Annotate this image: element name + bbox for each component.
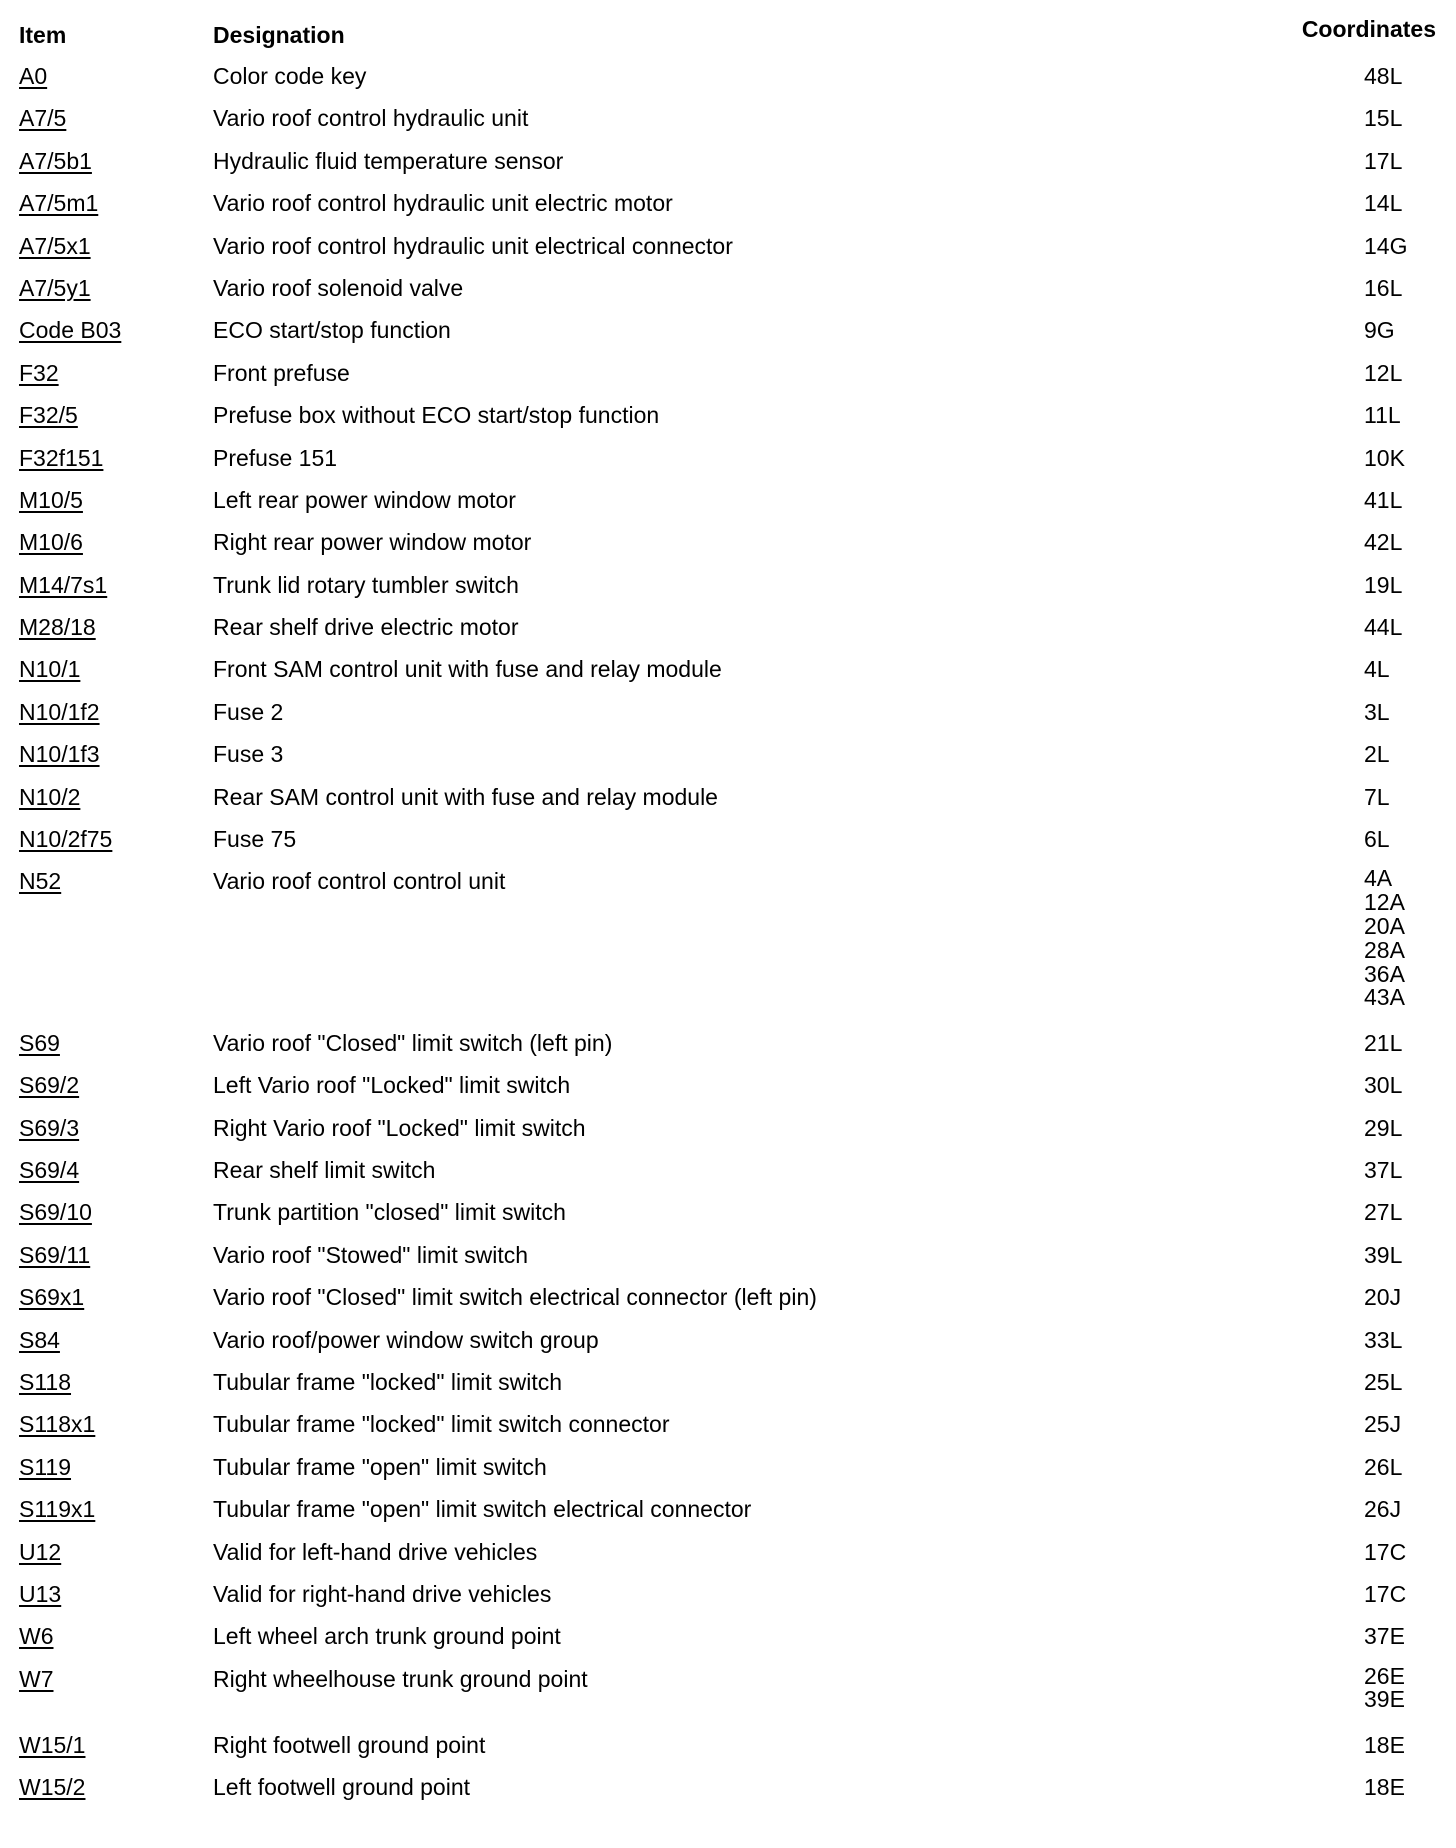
coordinates-cell — [1364, 740, 1390, 768]
coordinate-value: 19L — [1364, 571, 1403, 598]
coordinate-value: 41L — [1364, 486, 1403, 513]
coordinate-value: 4A — [1364, 865, 1393, 892]
table-row — [0, 1110, 1456, 1152]
coordinates-cell — [1364, 825, 1390, 853]
table-row — [0, 863, 1456, 1024]
item-link[interactable]: Code B03 — [19, 317, 122, 344]
coordinate-value: 6L — [1364, 826, 1390, 853]
coordinates-cell — [1364, 232, 1407, 260]
table-row — [0, 651, 1456, 693]
designation-text: Right Vario roof "Locked" limit switch — [213, 1114, 586, 1141]
designation-text: Left footwell ground point — [213, 1774, 471, 1801]
coordinate-value: 9G — [1364, 317, 1395, 344]
coordinate-value: 36A — [1364, 960, 1405, 987]
item-link[interactable]: N10/2f75 — [19, 826, 113, 853]
designation-text: Tubular frame "open" limit switch — [213, 1453, 547, 1480]
coordinate-value: 14L — [1364, 190, 1403, 217]
table-row — [0, 1279, 1456, 1321]
item-link[interactable]: S119x1 — [19, 1496, 96, 1523]
designation-text: Vario roof/power window switch group — [213, 1326, 599, 1353]
designation-text: Tubular frame "open" limit switch electrical connector — [213, 1496, 752, 1523]
designation-text: Color code key — [213, 63, 367, 89]
designation-text: Front SAM control unit with fuse and relay module — [213, 656, 722, 683]
designation-text: Vario roof control control unit — [213, 868, 506, 895]
item-link[interactable]: W7 — [19, 1665, 54, 1692]
designation-text: Front prefuse — [213, 359, 350, 386]
designation-text: Prefuse box without ECO start/stop function — [213, 402, 660, 429]
designation-text: ECO start/stop function — [213, 317, 451, 344]
coordinates-cell — [1364, 62, 1402, 90]
table-row — [0, 1152, 1456, 1194]
item-link[interactable]: N10/1 — [19, 656, 81, 683]
table-row — [0, 270, 1456, 312]
designation-text: Vario roof control hydraulic unit electrical connector — [213, 232, 733, 259]
table-row — [0, 312, 1456, 354]
coordinates-cell — [1364, 359, 1402, 387]
table-row — [0, 1364, 1456, 1406]
coordinates-cell — [1364, 1662, 1405, 1713]
coordinates-cell — [1364, 1156, 1402, 1184]
item-link[interactable]: U12 — [19, 1538, 62, 1565]
table-row — [0, 1449, 1456, 1491]
coordinate-value: 37E — [1364, 1623, 1405, 1650]
coordinates-cell — [1364, 1198, 1402, 1226]
designation-text: Vario roof "Closed" limit switch electrical connector (left pin) — [213, 1284, 817, 1311]
designation-text: Right footwell ground point — [213, 1731, 486, 1758]
coordinate-value: 15L — [1364, 105, 1403, 132]
coordinate-value: 17C — [1364, 1538, 1407, 1565]
table-row — [0, 1769, 1456, 1811]
table-row — [0, 1727, 1456, 1769]
item-link[interactable]: A7/5x1 — [19, 232, 91, 259]
designation-text: Fuse 3 — [213, 741, 284, 768]
coordinates-cell — [1364, 698, 1390, 726]
table-row — [0, 1194, 1456, 1236]
item-link[interactable]: S84 — [19, 1326, 60, 1353]
coordinates-cell — [1364, 1283, 1401, 1311]
designation-text: Left rear power window motor — [213, 486, 516, 513]
table-row — [0, 821, 1456, 863]
table-row — [0, 355, 1456, 397]
coordinates-cell — [1364, 444, 1405, 472]
coordinate-value: 7L — [1364, 783, 1390, 810]
item-link[interactable]: S118x1 — [19, 1411, 96, 1438]
coordinate-value: 12A — [1364, 889, 1405, 916]
coordinate-value: 21L — [1364, 1029, 1403, 1056]
item-link[interactable]: F32/5 — [19, 402, 78, 429]
coordinate-value: 27L — [1364, 1199, 1403, 1226]
designation-text: Left Vario roof "Locked" limit switch — [213, 1072, 571, 1099]
table-row — [0, 143, 1456, 185]
designation-text: Right wheelhouse trunk ground point — [213, 1665, 588, 1692]
coordinates-cell — [1364, 1622, 1405, 1650]
item-link[interactable]: S69/10 — [19, 1199, 92, 1226]
table-row — [0, 609, 1456, 651]
coordinates-cell — [1364, 1731, 1405, 1759]
coordinate-value: 12L — [1364, 359, 1403, 386]
coordinates-cell — [1364, 613, 1402, 641]
item-link[interactable]: N10/1f2 — [19, 698, 100, 725]
coordinate-value: 16L — [1364, 274, 1403, 301]
table-row — [0, 185, 1456, 227]
coordinate-value: 26L — [1364, 1453, 1403, 1480]
coordinate-value: 39L — [1364, 1241, 1403, 1268]
table-row — [0, 397, 1456, 439]
coordinates-cell — [1364, 1580, 1406, 1608]
table-row — [0, 1067, 1456, 1109]
coordinate-value: 26E — [1364, 1662, 1405, 1689]
column-header-coordinates: Coordinates — [1301, 16, 1436, 42]
item-link[interactable]: S119 — [19, 1453, 72, 1480]
designation-text: Rear shelf drive electric motor — [213, 614, 519, 641]
coordinate-value: 25J — [1364, 1411, 1402, 1438]
coordinates-cell — [1364, 867, 1405, 1010]
coordinates-cell — [1364, 1071, 1402, 1099]
coordinates-cell — [1364, 1029, 1402, 1057]
item-link[interactable]: S69/3 — [19, 1114, 80, 1141]
item-link[interactable]: A0 — [19, 63, 48, 89]
coordinates-cell — [1364, 1368, 1402, 1396]
coordinates-cell — [1364, 401, 1401, 429]
table-row — [0, 1534, 1456, 1576]
table-row — [0, 567, 1456, 609]
table-row — [0, 228, 1456, 270]
coordinate-value: 17L — [1364, 147, 1403, 174]
coordinate-value: 39E — [1364, 1686, 1405, 1713]
coordinate-value: 37L — [1364, 1156, 1403, 1183]
table-row — [0, 440, 1456, 482]
coordinate-value: 20J — [1364, 1284, 1402, 1311]
table-row — [0, 482, 1456, 524]
item-link[interactable]: M10/6 — [19, 529, 83, 556]
coordinates-cell — [1364, 486, 1402, 514]
coordinates-cell — [1364, 655, 1390, 683]
designation-text: Rear SAM control unit with fuse and relay module — [213, 783, 718, 810]
coordinate-value: 30L — [1364, 1072, 1403, 1099]
item-link[interactable]: W15/2 — [19, 1774, 86, 1801]
coordinates-cell — [1364, 571, 1402, 599]
coordinate-value: 10K — [1364, 444, 1405, 471]
designation-text: Left wheel arch trunk ground point — [213, 1623, 561, 1650]
item-link[interactable]: A7/5y1 — [19, 274, 91, 301]
table-row — [0, 779, 1456, 821]
coordinates-cell — [1364, 1326, 1402, 1354]
table-row — [0, 1661, 1456, 1727]
column-header-designation: Designation — [213, 22, 345, 48]
coordinates-cell — [1364, 316, 1395, 344]
item-link[interactable]: F32 — [19, 359, 59, 386]
table-row — [0, 736, 1456, 778]
coordinates-cell — [1364, 1538, 1406, 1566]
designation-text: Vario roof control hydraulic unit electric motor — [213, 190, 673, 217]
designation-text: Vario roof "Stowed" limit switch — [213, 1241, 529, 1268]
coordinates-cell — [1364, 1114, 1402, 1142]
coordinates-cell — [1364, 274, 1402, 302]
table-row — [0, 1576, 1456, 1618]
designation-text: Prefuse 151 — [213, 444, 338, 471]
coordinate-value: 18E — [1364, 1774, 1405, 1801]
item-link[interactable]: N10/2 — [19, 783, 81, 810]
item-link[interactable]: S69/2 — [19, 1072, 80, 1099]
coordinates-cell — [1364, 783, 1390, 811]
designation-text: Fuse 75 — [213, 826, 297, 853]
item-link[interactable]: S69 — [19, 1029, 60, 1056]
table-row — [0, 1025, 1456, 1067]
table-row — [0, 1406, 1456, 1448]
item-link[interactable]: M28/18 — [19, 614, 96, 641]
coordinate-value: 29L — [1364, 1114, 1403, 1141]
designation-text: Rear shelf limit switch — [213, 1156, 436, 1183]
table-row — [0, 1618, 1456, 1660]
item-link[interactable]: N52 — [19, 868, 62, 895]
coordinates-cell — [1364, 147, 1402, 175]
table-row — [0, 1491, 1456, 1533]
item-link[interactable]: N10/1f3 — [19, 741, 100, 768]
table-row — [0, 1237, 1456, 1279]
coordinates-cell — [1364, 1773, 1405, 1801]
coordinates-cell — [1364, 528, 1402, 556]
designation-text: Vario roof solenoid valve — [213, 274, 464, 301]
coordinate-value: 48L — [1364, 63, 1403, 89]
item-link[interactable]: S118 — [19, 1368, 72, 1395]
item-link[interactable]: S69/4 — [19, 1156, 80, 1183]
coordinate-value: 4L — [1364, 656, 1390, 683]
table-row — [0, 58, 1456, 100]
table-row — [0, 524, 1456, 566]
coordinate-value: 20A — [1364, 913, 1405, 940]
item-link[interactable]: S69x1 — [19, 1284, 85, 1311]
coordinate-value: 17C — [1364, 1580, 1407, 1607]
coordinates-cell — [1364, 189, 1402, 217]
coordinate-value: 44L — [1364, 614, 1403, 641]
table-row — [0, 100, 1456, 142]
coordinate-value: 43A — [1364, 984, 1405, 1011]
designation-text: Fuse 2 — [213, 698, 284, 725]
designation-text: Hydraulic fluid temperature sensor — [213, 147, 564, 174]
designation-text: Trunk lid rotary tumbler switch — [213, 571, 519, 598]
item-link[interactable]: W15/1 — [19, 1731, 86, 1758]
designation-text: Valid for left-hand drive vehicles — [213, 1538, 538, 1565]
item-link[interactable]: A7/5 — [19, 105, 67, 132]
designation-text: Vario roof control hydraulic unit — [213, 105, 529, 132]
coordinate-value: 3L — [1364, 698, 1390, 725]
designation-text: Tubular frame "locked" limit switch — [213, 1368, 563, 1395]
table-row — [0, 694, 1456, 736]
coordinate-value: 2L — [1364, 741, 1390, 768]
table-row — [0, 1322, 1456, 1364]
column-header-item: Item — [19, 22, 67, 48]
coordinates-cell — [1364, 1453, 1402, 1481]
coordinates-cell — [1364, 1410, 1401, 1438]
coordinate-value: 33L — [1364, 1326, 1403, 1353]
designation-text: Right rear power window motor — [213, 529, 532, 556]
item-link[interactable]: A7/5m1 — [19, 190, 99, 217]
designation-text: Valid for right-hand drive vehicles — [213, 1580, 552, 1607]
coordinate-value: 26J — [1364, 1496, 1402, 1523]
coordinates-cell — [1364, 1495, 1401, 1523]
coordinate-value: 11L — [1364, 402, 1401, 429]
item-link[interactable]: W6 — [19, 1623, 54, 1650]
legend-table — [0, 58, 1456, 1812]
item-link[interactable]: M14/7s1 — [19, 571, 108, 598]
item-link[interactable]: S69/11 — [19, 1241, 91, 1268]
coordinate-value: 28A — [1364, 936, 1405, 963]
coordinates-cell — [1364, 104, 1402, 132]
coordinate-value: 18E — [1364, 1731, 1405, 1758]
item-link[interactable]: A7/5b1 — [19, 147, 92, 174]
item-link[interactable]: U13 — [19, 1580, 62, 1607]
designation-text: Vario roof "Closed" limit switch (left pin) — [213, 1029, 613, 1056]
coordinate-value: 14G — [1364, 232, 1408, 259]
designation-text: Tubular frame "locked" limit switch connector — [213, 1411, 670, 1438]
coordinate-value: 25L — [1364, 1368, 1403, 1395]
item-link[interactable]: F32f151 — [19, 444, 104, 471]
designation-text: Trunk partition "closed" limit switch — [213, 1199, 566, 1226]
coordinate-value: 42L — [1364, 529, 1403, 556]
coordinates-cell — [1364, 1241, 1402, 1269]
item-link[interactable]: M10/5 — [19, 486, 83, 513]
